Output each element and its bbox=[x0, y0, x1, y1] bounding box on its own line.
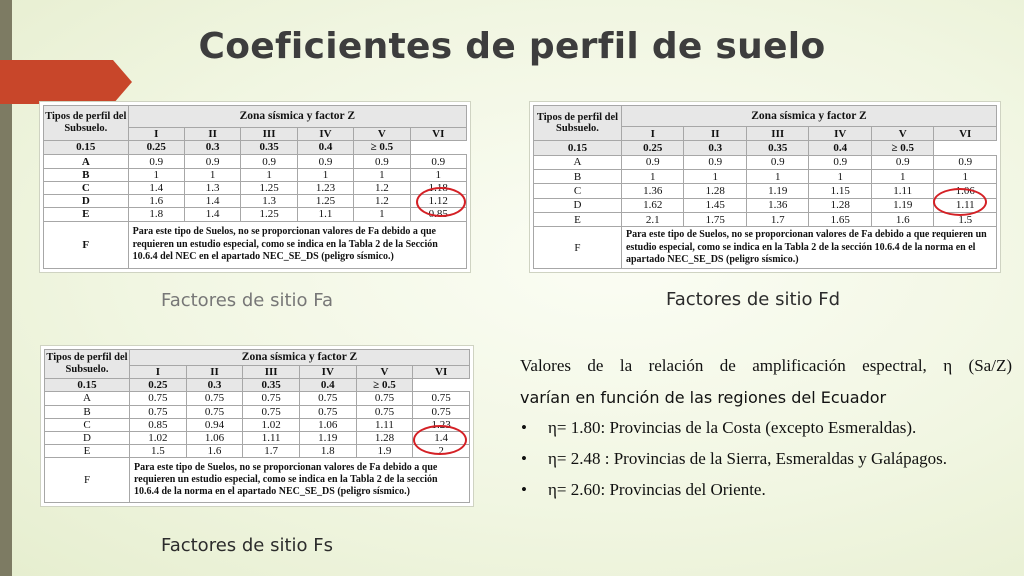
table-row bbox=[45, 418, 470, 431]
table-cell: 1.4 bbox=[184, 208, 240, 221]
table-cell: 0.9 bbox=[809, 155, 872, 169]
table-cell: 1.11 bbox=[243, 431, 300, 444]
zone-header-cell: VI bbox=[413, 365, 470, 378]
zone-header-cell: V bbox=[354, 127, 410, 140]
table-cell: 1 bbox=[354, 208, 410, 221]
z-value-cell: 0.4 bbox=[297, 140, 353, 154]
z-value-cell: 0.4 bbox=[299, 379, 356, 392]
table-cell: 0.75 bbox=[356, 392, 413, 405]
table-row bbox=[44, 208, 467, 221]
table-cell: 1.7 bbox=[746, 213, 809, 227]
table-cell: 0.75 bbox=[186, 392, 243, 405]
row-label: D bbox=[534, 198, 622, 212]
region-text: η= 2.48 : Provincias de la Sierra, Esmeraldas y Galápagos. bbox=[548, 449, 947, 468]
table-cell: 0.9 bbox=[746, 155, 809, 169]
region-list bbox=[520, 418, 1012, 500]
z-value-cell: 0.25 bbox=[621, 141, 684, 155]
table-cell: 1.5 bbox=[130, 444, 187, 457]
table-row bbox=[45, 392, 470, 405]
table-cell: 1.45 bbox=[684, 198, 747, 212]
table-cell: 1.8 bbox=[299, 444, 356, 457]
highlight-circle bbox=[413, 425, 467, 455]
table-cell: 1.02 bbox=[130, 431, 187, 444]
table-cell: 1.5 bbox=[934, 213, 997, 227]
table-row bbox=[534, 184, 997, 198]
bullet-icon: • bbox=[521, 449, 527, 468]
z-value-cell: 0.25 bbox=[128, 140, 184, 154]
table-cell: 0.75 bbox=[243, 392, 300, 405]
row-label: C bbox=[534, 184, 622, 198]
f-note-reference: Tabla 2 de la sección 10.6.4 de la norma en el apartado NEC_SE_DS (peligro sísmico.) bbox=[625, 241, 976, 265]
highlight-circle bbox=[416, 187, 466, 217]
z-value-cell: ≥ 0.5 bbox=[354, 140, 410, 154]
row-label-f: F bbox=[44, 221, 129, 268]
table-cell: 1.28 bbox=[356, 431, 413, 444]
table-cell: 1 bbox=[184, 169, 240, 182]
table-row bbox=[44, 169, 467, 182]
z-value-cell: 0.15 bbox=[44, 140, 129, 154]
table-cell: 1.9 bbox=[356, 444, 413, 457]
table-cell: 0.9 bbox=[128, 155, 184, 169]
table-cell: 0.85 bbox=[130, 418, 187, 431]
table-row bbox=[534, 155, 997, 169]
row-label-f: F bbox=[45, 457, 130, 502]
table-cell: 1 bbox=[410, 169, 466, 182]
zone-header: Zona sísmica y factor Z bbox=[130, 350, 470, 366]
table-cell: 1.4 bbox=[128, 182, 184, 195]
region-item bbox=[520, 449, 1012, 469]
z-value-cell: ≥ 0.5 bbox=[356, 379, 413, 392]
zone-header-cell: V bbox=[871, 127, 934, 141]
table-cell: 1.19 bbox=[746, 184, 809, 198]
table-row bbox=[45, 431, 470, 444]
bullet-icon: • bbox=[521, 418, 527, 437]
table-cell: 2 bbox=[413, 444, 470, 457]
table-cell: 1.3 bbox=[184, 182, 240, 195]
table-cell: 1.19 bbox=[871, 198, 934, 212]
zone-header-cell: VI bbox=[934, 127, 997, 141]
table-cell: 0.75 bbox=[299, 392, 356, 405]
highlight-circle bbox=[933, 188, 987, 216]
table-cell: 1 bbox=[871, 170, 934, 184]
caption-fa: Factores de sitio Fa bbox=[161, 290, 334, 311]
table-cell: 0.75 bbox=[186, 405, 243, 418]
table-cell: 1.62 bbox=[621, 198, 684, 212]
z-value-cell: 0.4 bbox=[809, 141, 872, 155]
table-cell: 1.11 bbox=[356, 418, 413, 431]
table-cell: 1.06 bbox=[299, 418, 356, 431]
table-cell: 0.75 bbox=[413, 405, 470, 418]
table-cell: 1.4 bbox=[184, 195, 240, 208]
table-cell: 1.15 bbox=[809, 184, 872, 198]
table-row bbox=[534, 198, 997, 212]
row-label: B bbox=[534, 170, 622, 184]
bullet-icon: • bbox=[521, 480, 527, 499]
table-cell: 0.75 bbox=[413, 392, 470, 405]
fa-table bbox=[40, 102, 470, 272]
f-note-reference: Tabla 2 de la Sección 10.6.4 del NEC en el apartado NEC_SE_DS (peligro sísmico.) bbox=[132, 238, 438, 262]
table-cell: 1 bbox=[809, 170, 872, 184]
table-row bbox=[534, 170, 997, 184]
row-label: A bbox=[534, 155, 622, 169]
table-cell: 1.19 bbox=[299, 431, 356, 444]
zone-header-cell: II bbox=[184, 127, 240, 140]
table-cell: 1.6 bbox=[871, 213, 934, 227]
table-cell: 1.28 bbox=[809, 198, 872, 212]
table-cell: 1 bbox=[241, 169, 297, 182]
table-cell: 2.1 bbox=[621, 213, 684, 227]
z-value-cell: 0.3 bbox=[186, 379, 243, 392]
z-value-cell: 0.15 bbox=[534, 141, 622, 155]
table-cell: 1.06 bbox=[934, 184, 997, 198]
description-line-2: varían en función de las regiones del Ecuador bbox=[520, 388, 887, 407]
table-cell: 1.1 bbox=[297, 208, 353, 221]
table-cell: 1.25 bbox=[241, 182, 297, 195]
z-value-cell: 0.15 bbox=[45, 379, 130, 392]
z-value-cell: 0.25 bbox=[130, 379, 187, 392]
table-row bbox=[45, 405, 470, 418]
region-item bbox=[520, 480, 1012, 500]
row-label: E bbox=[45, 444, 130, 457]
table-cell: 1.7 bbox=[243, 444, 300, 457]
z-value-cell: 0.35 bbox=[746, 141, 809, 155]
table-cell: 1.3 bbox=[241, 195, 297, 208]
f-note-text: Para este tipo de Suelos, no se proporcionan valores de Fa debido a que requieren un estudio especial, como se indica en la bbox=[134, 461, 438, 485]
fs-table bbox=[41, 346, 473, 506]
f-note bbox=[128, 221, 466, 268]
zone-header-cell: VI bbox=[410, 127, 466, 140]
table-row bbox=[44, 155, 467, 169]
zone-header-cell: V bbox=[356, 365, 413, 378]
table-cell: 1.75 bbox=[684, 213, 747, 227]
table-cell: 1.18 bbox=[410, 182, 466, 195]
table-row bbox=[534, 213, 997, 227]
table-cell: 0.75 bbox=[299, 405, 356, 418]
table-cell: 0.75 bbox=[130, 392, 187, 405]
table-cell: 1.36 bbox=[746, 198, 809, 212]
f-note-reference: Tabla 2 de la sección 10.6.4 de la norma en el apartado NEC_SE_DS (peligro sísmico.) bbox=[134, 473, 438, 498]
row-label: D bbox=[44, 195, 129, 208]
table-cell: 1.36 bbox=[621, 184, 684, 198]
type-header: Tipos de perfil del Subsuelo. bbox=[44, 106, 129, 141]
type-header: Tipos de perfil del Subsuelo. bbox=[534, 106, 622, 141]
table-cell: 0.85 bbox=[410, 208, 466, 221]
table-cell: 0.75 bbox=[356, 405, 413, 418]
z-value-cell: ≥ 0.5 bbox=[871, 141, 934, 155]
f-note-text: Para este tipo de Suelos, no se proporcionan valores de Fa debido a que requieren un estudio especial, como se indica en la bbox=[625, 229, 987, 253]
table-row bbox=[45, 444, 470, 457]
zone-header-cell: III bbox=[746, 127, 809, 141]
table-cell: 1.8 bbox=[128, 208, 184, 221]
table-cell: 1.11 bbox=[934, 198, 997, 212]
table-cell: 0.9 bbox=[354, 155, 410, 169]
zone-header-cell: IV bbox=[297, 127, 353, 140]
zone-header-cell: I bbox=[621, 127, 684, 141]
row-label: A bbox=[45, 392, 130, 405]
row-label: C bbox=[45, 418, 130, 431]
zone-header: Zona sísmica y factor Z bbox=[128, 106, 466, 128]
table-cell: 1.11 bbox=[871, 184, 934, 198]
type-header: Tipos de perfil del Subsuelo. bbox=[45, 350, 130, 379]
row-label: B bbox=[45, 405, 130, 418]
zone-header-cell: IV bbox=[809, 127, 872, 141]
row-label: C bbox=[44, 182, 129, 195]
table-cell: 1.23 bbox=[413, 418, 470, 431]
table-cell: 1.25 bbox=[241, 208, 297, 221]
table-cell: 1 bbox=[297, 169, 353, 182]
table-cell: 0.9 bbox=[410, 155, 466, 169]
table-cell: 1 bbox=[934, 170, 997, 184]
table-cell: 0.9 bbox=[871, 155, 934, 169]
z-value-cell: 0.35 bbox=[243, 379, 300, 392]
table-cell: 0.9 bbox=[684, 155, 747, 169]
slide-title: Coeficientes de perfil de suelo bbox=[198, 26, 826, 67]
row-label: B bbox=[44, 169, 129, 182]
row-label: A bbox=[44, 155, 129, 169]
table-cell: 0.9 bbox=[297, 155, 353, 169]
row-label-f: F bbox=[534, 227, 622, 269]
table-cell: 0.94 bbox=[186, 418, 243, 431]
zone-header-cell: I bbox=[130, 365, 187, 378]
zone-header: Zona sísmica y factor Z bbox=[621, 106, 996, 127]
table-cell: 1.23 bbox=[297, 182, 353, 195]
f-note bbox=[621, 227, 996, 269]
zone-header-cell: III bbox=[243, 365, 300, 378]
zone-header-cell: II bbox=[684, 127, 747, 141]
table-cell: 1.02 bbox=[243, 418, 300, 431]
table-cell: 0.9 bbox=[621, 155, 684, 169]
row-label: E bbox=[534, 213, 622, 227]
zone-header-cell: I bbox=[128, 127, 184, 140]
table-cell: 1 bbox=[746, 170, 809, 184]
description-line-1: Valores de la relación de amplificación espectral, η (Sa/Z) bbox=[520, 356, 1012, 375]
table-cell: 1 bbox=[354, 169, 410, 182]
table-cell: 1.2 bbox=[354, 195, 410, 208]
zone-header-cell: IV bbox=[299, 365, 356, 378]
table-cell: 0.75 bbox=[130, 405, 187, 418]
table-cell: 1.25 bbox=[297, 195, 353, 208]
z-value-cell: 0.35 bbox=[241, 140, 297, 154]
table-cell: 0.9 bbox=[184, 155, 240, 169]
z-value-cell: 0.3 bbox=[684, 141, 747, 155]
table-cell: 1 bbox=[128, 169, 184, 182]
z-value-cell: 0.3 bbox=[184, 140, 240, 154]
amplification-description bbox=[520, 356, 1012, 511]
table-cell: 1.12 bbox=[410, 195, 466, 208]
table-cell: 1.2 bbox=[354, 182, 410, 195]
caption-fd: Factores de sitio Fd bbox=[666, 289, 841, 310]
zone-header-cell: III bbox=[241, 127, 297, 140]
table-cell: 0.75 bbox=[243, 405, 300, 418]
table-cell: 1 bbox=[684, 170, 747, 184]
region-text: η= 1.80: Provincias de la Costa (excepto Esmeraldas). bbox=[548, 418, 917, 437]
table-cell: 1 bbox=[621, 170, 684, 184]
table-cell: 1.4 bbox=[413, 431, 470, 444]
table-cell: 1.06 bbox=[186, 431, 243, 444]
table-cell: 1.28 bbox=[684, 184, 747, 198]
fd-table bbox=[530, 102, 1000, 272]
row-label: D bbox=[45, 431, 130, 444]
row-label: E bbox=[44, 208, 129, 221]
table-cell: 1.65 bbox=[809, 213, 872, 227]
table-row bbox=[44, 182, 467, 195]
f-note bbox=[130, 457, 470, 502]
caption-fs: Factores de sitio Fs bbox=[161, 535, 334, 556]
region-text: η= 2.60: Provincias del Oriente. bbox=[548, 480, 766, 499]
table-cell: 0.9 bbox=[934, 155, 997, 169]
table-cell: 1.6 bbox=[186, 444, 243, 457]
table-cell: 1.6 bbox=[128, 195, 184, 208]
table-row bbox=[44, 195, 467, 208]
region-item bbox=[520, 418, 1012, 438]
table-cell: 0.9 bbox=[241, 155, 297, 169]
f-note-text: Para este tipo de Suelos, no se proporcionan valores de Fa debido a que requieren un estudio especial, como se indica en la bbox=[132, 226, 436, 250]
zone-header-cell: II bbox=[186, 365, 243, 378]
